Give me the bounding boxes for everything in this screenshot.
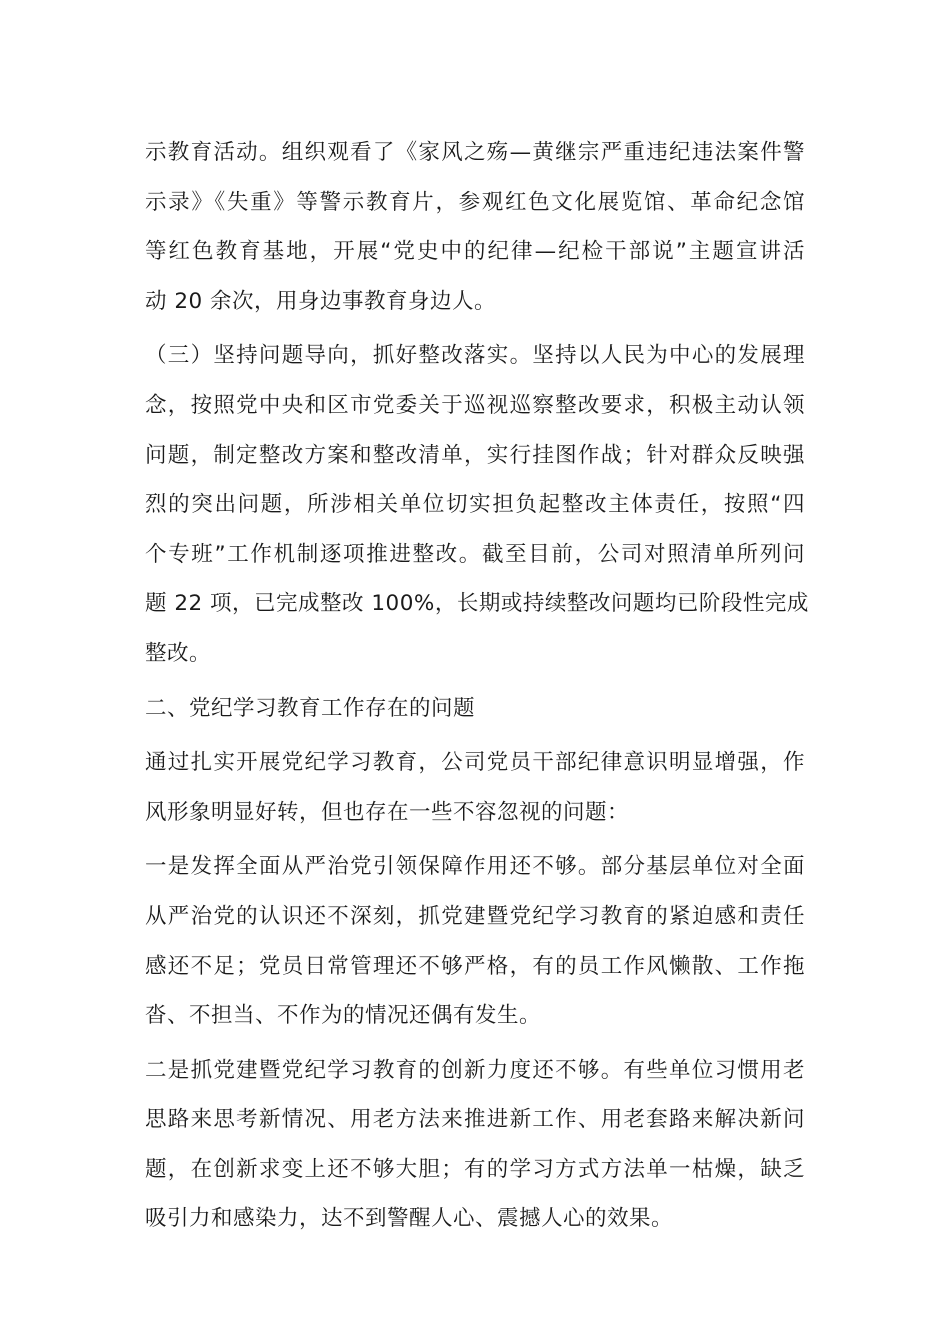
- document-body: [145, 128, 809, 1249]
- text-line: 沓、不担当、不作为的情况还偶有发生。: [145, 1003, 542, 1029]
- paragraph-problem-one: [145, 842, 805, 1040]
- text-line: 感还不足；党员日常管理还不够严格，有的员工作风懒散、工作拖: [145, 953, 805, 979]
- text-line: 题，在创新求变上还不够大胆；有的学习方式方法单一枯燥，缺乏: [145, 1156, 805, 1182]
- text-line: 思路来思考新情况、用老方法来推进新工作、用老套路来解决新问: [145, 1107, 805, 1133]
- paragraph-problem-two: [145, 1046, 805, 1244]
- text-line: 风形象明显好转，但也存在一些不容忽视的问题：: [145, 799, 630, 825]
- paragraph-warning-education: [145, 128, 805, 326]
- text-line: 示录》《失重》等警示教育片，参观红色文化展览馆、革命纪念馆: [145, 189, 805, 215]
- text-line: 等红色教育基地，开展“党史中的纪律—纪检干部说”主题宣讲活: [145, 239, 805, 265]
- paragraph-rectification: [145, 331, 809, 678]
- text-line: 题 22 项，已完成整改 100%，长期或持续整改问题均已阶段性完成: [145, 591, 809, 617]
- text-line: 通过扎实开展党纪学习教育，公司党员干部纪律意识明显增强，作: [145, 750, 805, 776]
- text-line: 念，按照党中央和区市党委关于巡视巡察整改要求，积极主动认领: [145, 392, 805, 418]
- text-line: 烈的突出问题，所涉相关单位切实担负起整改主体责任，按照“四: [145, 492, 805, 518]
- text-line: 个专班”工作机制逐项推进整改。截至目前，公司对照清单所列问: [145, 541, 805, 567]
- text-line: 从严治党的认识还不深刻，抓党建暨党纪学习教育的紧迫感和责任: [145, 903, 805, 929]
- text-line: 问题，制定整改方案和整改清单，实行挂图作战；针对群众反映强: [145, 442, 805, 468]
- section-heading-text: 二、党纪学习教育工作存在的问题: [145, 695, 476, 721]
- text-line: （三）坚持问题导向，抓好整改落实。坚持以人民为中心的发展理: [145, 343, 805, 369]
- text-line: 示教育活动。组织观看了《家风之殇—黄继宗严重违纪违法案件警: [145, 140, 805, 165]
- text-line: 动 20 余次，用身边事教育身边人。: [145, 288, 497, 314]
- paragraph-intro-problems: [145, 738, 805, 837]
- text-line: 二是抓党建暨党纪学习教育的创新力度还不够。有些单位习惯用老: [145, 1057, 805, 1083]
- text-line: 整改。: [145, 640, 212, 666]
- section-heading: [145, 684, 805, 734]
- text-line: 一是发挥全面从严治党引领保障作用还不够。部分基层单位对全面: [145, 854, 805, 880]
- text-line: 吸引力和感染力，达不到警醒人心、震撼人心的效果。: [145, 1206, 674, 1232]
